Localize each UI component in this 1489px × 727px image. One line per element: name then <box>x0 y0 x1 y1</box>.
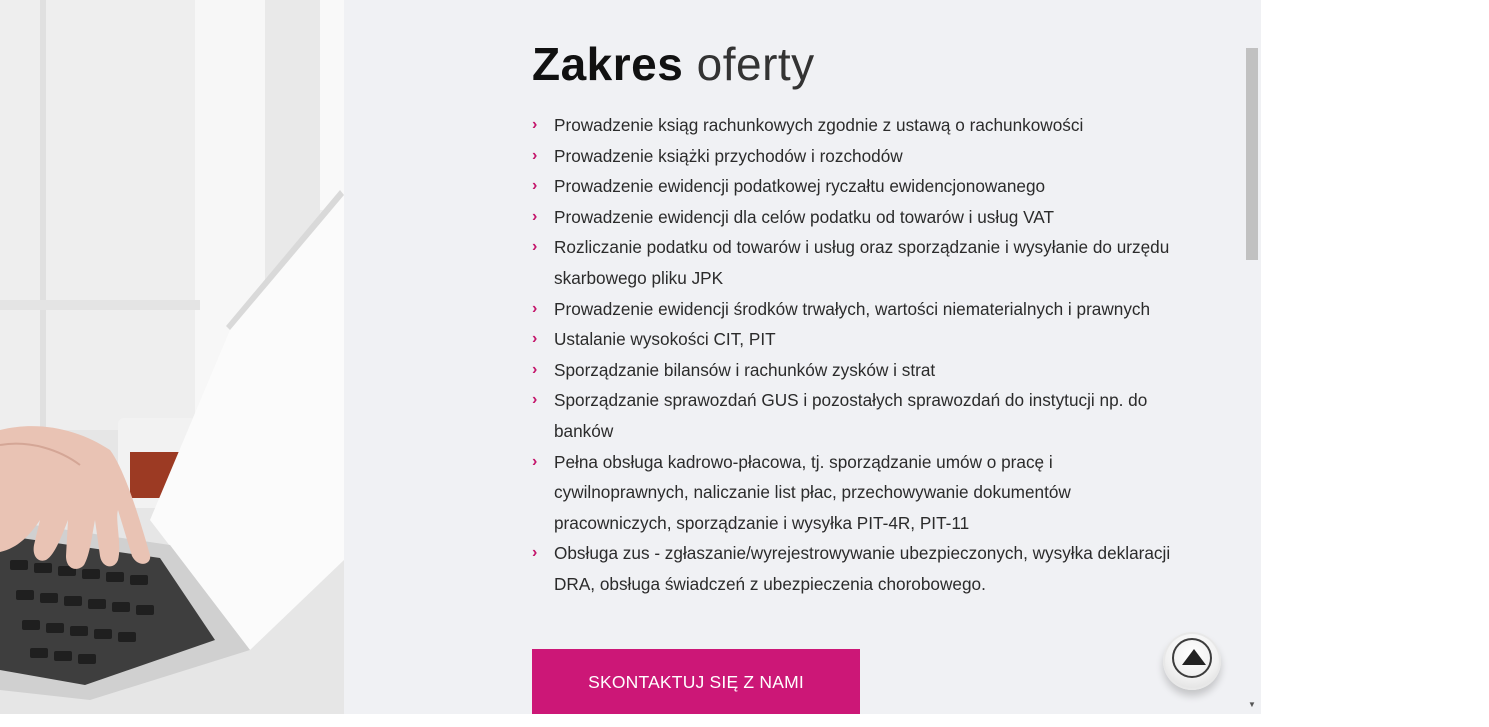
list-item <box>532 538 1172 599</box>
list-item-text: Sporządzanie sprawozdań GUS i pozostałych sprawozdań do instytucji np. do banków <box>554 390 1148 441</box>
list-item-text: Rozliczanie podatku od towarów i usług oraz sporządzanie i wysyłanie do urzędu skarbowego pliku JPK <box>554 237 1170 288</box>
chevron-right-icon: › <box>532 299 538 317</box>
list-item <box>532 171 1172 202</box>
title-light: oferty <box>696 38 815 90</box>
chevron-right-icon: › <box>532 360 538 378</box>
page-title <box>532 34 1172 94</box>
laptop-photo-illustration <box>0 0 344 714</box>
laptop-typing-photo <box>0 0 344 714</box>
chevron-right-icon: › <box>532 177 538 195</box>
list-item <box>532 385 1172 446</box>
list-item <box>532 447 1172 539</box>
list-item-text: Prowadzenie ewidencji środków trwałych, wartości niematerialnych i prawnych <box>554 298 1151 319</box>
chevron-right-icon: › <box>532 544 538 562</box>
contact-us-button[interactable]: SKONTAKTUJ SIĘ Z NAMI <box>532 649 860 714</box>
title-bold: Zakres <box>532 38 684 90</box>
offer-list <box>532 110 1172 600</box>
list-item <box>532 355 1172 386</box>
list-item-text: Sporządzanie bilansów i rachunków zysków i strat <box>554 359 936 380</box>
list-item <box>532 202 1172 233</box>
arrow-up-icon <box>1172 638 1212 678</box>
list-item <box>532 294 1172 325</box>
list-item-text: Prowadzenie książki przychodów i rozchodów <box>554 145 903 166</box>
chevron-right-icon: › <box>532 116 538 133</box>
list-item-text: Prowadzenie ewidencji dla celów podatku od towarów i usług VAT <box>554 206 1054 227</box>
list-item-text: Ustalanie wysokości CIT, PIT <box>554 329 776 350</box>
list-item <box>532 232 1172 293</box>
scrollbar-thumb[interactable] <box>1246 48 1258 260</box>
arrow-up-triangle <box>1182 649 1206 665</box>
bottom-strip <box>0 714 1489 727</box>
list-item-text: Prowadzenie ewidencji podatkowej ryczałtu ewidencjonowanego <box>554 176 1046 197</box>
back-to-top-button[interactable] <box>1163 632 1221 690</box>
list-item <box>532 141 1172 172</box>
offer-content <box>532 34 1172 600</box>
chevron-right-icon: › <box>532 146 538 164</box>
list-item-text: Obsługa zus - zgłaszanie/wyrejestrowywanie ubezpieczonych, wysyłka deklaracji DRA, obsługa świadczeń z ubezpieczenia chorobowego. <box>554 543 1171 594</box>
chevron-right-icon: › <box>532 330 538 348</box>
list-item-text: Pełna obsługa kadrowo-płacowa, tj. sporządzanie umów o pracę i cywilnoprawnych, naliczanie list płac, przechowywanie dokumentów pracowniczych, sporządzanie i wysyłka PIT-4R, PIT-11 <box>554 451 1071 533</box>
list-item-text: Prowadzenie ksiąg rachunkowych zgodnie z ustawą o rachunkowości <box>554 115 1084 135</box>
offer-panel <box>344 0 1261 714</box>
chevron-right-icon: › <box>532 452 538 470</box>
scrollbar[interactable] <box>1243 0 1261 714</box>
chevron-right-icon: › <box>532 391 538 409</box>
scroll-down-arrow-icon[interactable]: ▼ <box>1248 700 1256 709</box>
list-item <box>532 110 1172 141</box>
list-item <box>532 324 1172 355</box>
chevron-right-icon: › <box>532 207 538 225</box>
chevron-right-icon: › <box>532 238 538 256</box>
